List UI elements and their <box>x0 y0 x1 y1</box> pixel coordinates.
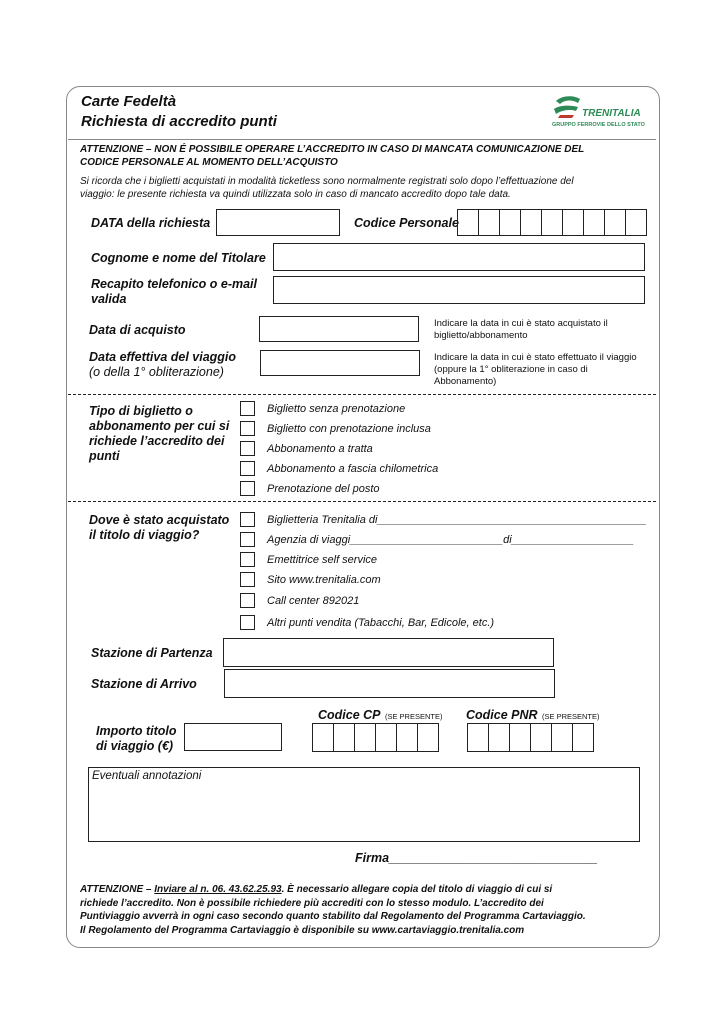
stazione-partenza-label: Stazione di Partenza <box>91 646 213 660</box>
importo-input[interactable] <box>184 723 282 751</box>
warning-text <box>80 175 574 201</box>
codice-cp-note: (SE PRESENTE) <box>384 712 443 721</box>
data-viaggio-note <box>434 352 637 388</box>
tipo-biglietto-label-line1: Tipo di biglietto o <box>89 404 193 418</box>
warning-text-line2: viaggio: le presente richiesta va quindi utilizzata solo in caso di mancato accredito dopo tale data. <box>80 189 511 200</box>
option-abbonamento-tratta: Abbonamento a tratta <box>267 443 373 455</box>
footer-line1 <box>80 883 586 897</box>
codice-pnr-note: (SE PRESENTE) <box>542 712 600 721</box>
option-altri-punti: Altri punti vendita (Tabacchi, Bar, Edicole, etc.) <box>267 617 495 629</box>
logo-name: TRENITALIA <box>582 108 641 119</box>
codice-cp-title: Codice CP <box>318 708 381 722</box>
recapito-label <box>91 277 257 307</box>
option-sito: Sito www.trenitalia.com <box>267 574 381 586</box>
checkbox-biglietto-senza-prenotazione[interactable] <box>240 401 255 416</box>
stazione-arrivo-label: Stazione di Arrivo <box>91 677 197 691</box>
dove-acquistato-label-line1: Dove è stato acquistato <box>89 513 230 527</box>
data-richiesta-input[interactable] <box>216 209 340 236</box>
codice-cp-label <box>318 706 442 724</box>
data-acquisto-note-line1: Indicare la data in cui è stato acquistato il <box>434 318 608 329</box>
checkbox-abbonamento-tratta[interactable] <box>240 441 255 456</box>
logo-subtitle: GRUPPO FERROVIE DELLO STATO <box>552 122 645 128</box>
checkbox-biglietteria[interactable] <box>240 512 255 527</box>
codice-pnr-input[interactable] <box>467 723 594 752</box>
option-abbonamento-fascia: Abbonamento a fascia chilometrica <box>267 463 439 475</box>
trenitalia-logo <box>552 95 652 131</box>
tipo-biglietto-label-line2: abbonamento per cui si <box>89 419 230 433</box>
codice-cp-input[interactable] <box>312 723 439 752</box>
codice-pnr-title: Codice PNR <box>466 708 538 722</box>
warning-text-line1: Si ricorda che i biglietti acquistati in modalità ticketless sono normalmente registrati solo dopo l’effettuazione del <box>80 176 574 187</box>
warning-bold-line1: ATTENZIONE – NON É POSSIBILE OPERARE L’ACCREDITO IN CASO DI MANCATA COMUNICAZIONE DEL <box>80 144 585 155</box>
data-acquisto-note <box>434 318 608 342</box>
footer-note <box>80 883 586 937</box>
section-divider-2 <box>68 501 656 502</box>
firma-field[interactable]: Firma______________________________ <box>355 851 598 865</box>
recapito-label-line2: valida <box>91 292 127 306</box>
header-divider <box>68 139 656 140</box>
warning-bold-line2: CODICE PERSONALE AL MOMENTO DELL’ACQUISTO <box>80 157 338 168</box>
footer-line4: Il Regolamento del Programma Cartaviaggio è disponibile su www.cartaviaggio.trenitalia.com <box>80 924 525 936</box>
cognome-nome-input[interactable] <box>273 243 645 271</box>
warning-bold <box>80 143 584 169</box>
footer-line3: Puntiviaggio avverrà in ogni caso secondo quanto stabilito dal Regolamento del Programma Cartaviaggio. <box>80 911 586 922</box>
checkbox-biglietto-con-prenotazione[interactable] <box>240 421 255 436</box>
tipo-biglietto-label-line3: richiede l’accredito dei <box>89 434 225 448</box>
footer-line1-rest: . È necessario allegare copia del titolo di viaggio di cui si <box>281 884 553 895</box>
option-biglietto-con-prenotazione: Biglietto con prenotazione inclusa <box>267 423 431 435</box>
data-viaggio-note-line1: Indicare la data in cui è stato effettuato il viaggio <box>434 352 637 363</box>
data-richiesta-label: DATA della richiesta <box>91 216 211 230</box>
data-viaggio-label-line2: (o della 1° obliterazione) <box>89 365 224 379</box>
footer-attn: ATTENZIONE – <box>80 884 155 895</box>
form-title-line2: Richiesta di accredito punti <box>81 113 277 130</box>
option-call-center: Call center 892021 <box>267 595 360 607</box>
data-viaggio-input[interactable] <box>260 350 420 376</box>
data-viaggio-label <box>89 350 236 380</box>
form-title-line1: Carte Fedeltà <box>81 93 177 110</box>
stazione-arrivo-input[interactable] <box>224 669 555 698</box>
checkbox-altri-punti[interactable] <box>240 615 255 630</box>
option-biglietto-senza-prenotazione: Biglietto senza prenotazione <box>267 403 406 415</box>
checkbox-agenzia[interactable] <box>240 532 255 547</box>
dove-acquistato-label-line2: il titolo di viaggio? <box>89 528 200 542</box>
section-divider-1 <box>68 394 656 395</box>
option-agenzia: Agenzia di viaggi_________________________di____________________ <box>267 534 635 546</box>
importo-label-line1: Importo titolo <box>96 724 177 738</box>
option-biglietteria: Biglietteria Trenitalia di____________________________________________ <box>267 514 647 526</box>
annotazioni-textarea[interactable] <box>88 767 640 842</box>
tipo-biglietto-label-line4: punti <box>89 449 120 463</box>
stazione-partenza-input[interactable] <box>223 638 554 667</box>
recapito-label-line1: Recapito telefonico o e-mail <box>91 277 258 291</box>
option-prenotazione-posto: Prenotazione del posto <box>267 483 380 495</box>
data-viaggio-note-line2: (oppure la 1° obliterazione in caso di <box>434 364 588 375</box>
codice-personale-input[interactable] <box>457 209 647 236</box>
tipo-biglietto-label <box>89 404 229 464</box>
checkbox-emettitrice[interactable] <box>240 552 255 567</box>
data-acquisto-label: Data di acquisto <box>89 323 186 337</box>
recapito-input[interactable] <box>273 276 645 304</box>
importo-label-line2: di viaggio (€) <box>96 739 174 753</box>
codice-personale-label: Codice Personale <box>354 216 459 230</box>
annotazioni-label: Eventuali annotazioni <box>92 770 202 782</box>
data-viaggio-label-line1: Data effettiva del viaggio <box>89 350 237 364</box>
data-viaggio-note-line3: Abbonamento) <box>434 376 497 387</box>
cognome-nome-label: Cognome e nome del Titolare <box>91 251 266 265</box>
checkbox-call-center[interactable] <box>240 593 255 608</box>
option-emettitrice: Emettitrice self service <box>267 554 378 566</box>
importo-label <box>96 724 177 754</box>
checkbox-sito[interactable] <box>240 572 255 587</box>
footer-fax-number: Inviare al n. 06. 43.62.25.93 <box>154 884 282 895</box>
codice-pnr-label <box>466 706 600 724</box>
data-acquisto-input[interactable] <box>259 316 419 342</box>
checkbox-prenotazione-posto[interactable] <box>240 481 255 496</box>
data-acquisto-note-line2: biglietto/abbonamento <box>434 330 528 341</box>
footer-line2: richiede l’accredito. Non è possibile richiedere più accrediti con lo stesso modulo. L’accredito dei <box>80 897 544 909</box>
fs-logo-icon <box>552 95 582 119</box>
dove-acquistato-label <box>89 513 229 543</box>
checkbox-abbonamento-fascia[interactable] <box>240 461 255 476</box>
